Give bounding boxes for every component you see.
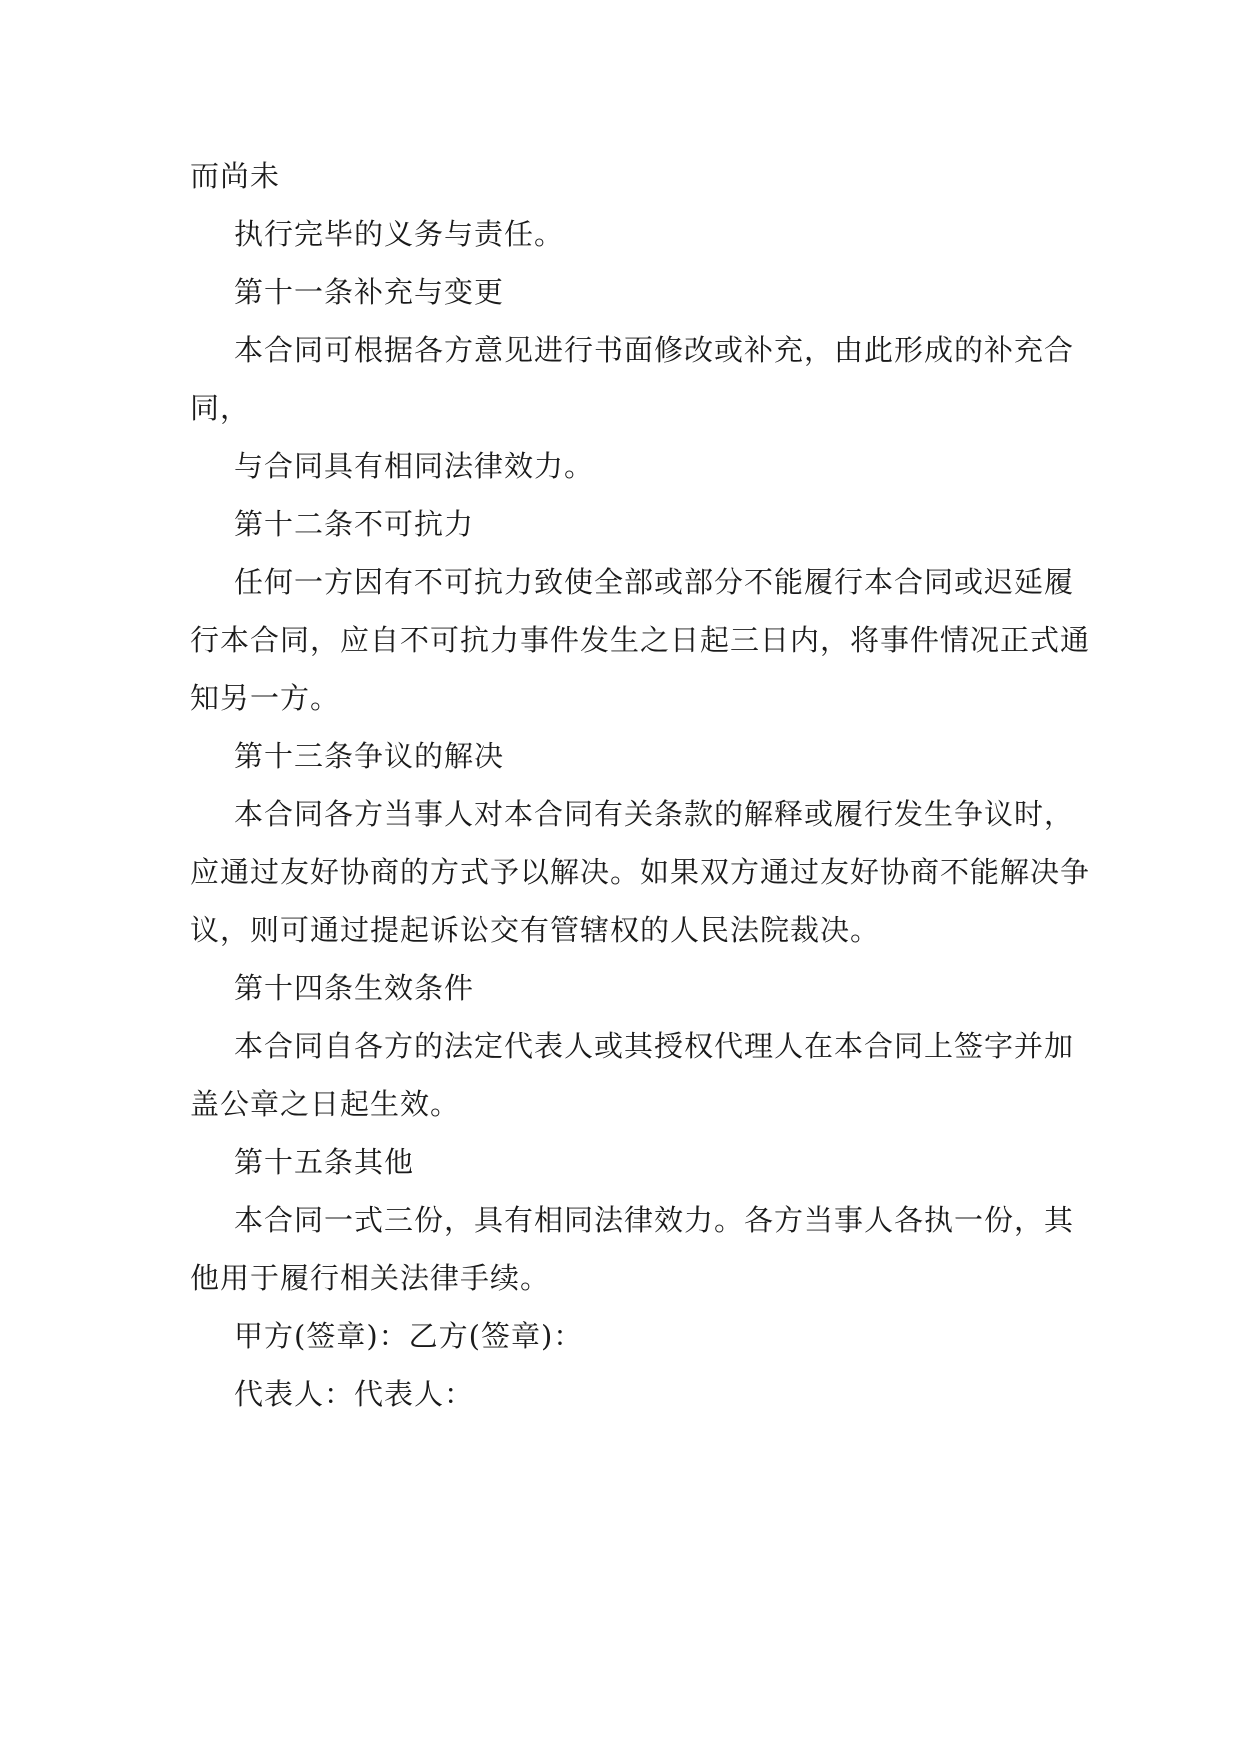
text-line: 盖公章之日起生效。 xyxy=(190,1087,461,1121)
text-line: 他用于履行相关法律手续。 xyxy=(190,1261,551,1295)
text-line: 与合同具有相同法律效力。 xyxy=(234,449,595,483)
text-line: 行本合同，应自不可抗力事件发生之日起三日内，将事件情况正式通 xyxy=(190,623,1091,657)
article-heading: 第十二条不可抗力 xyxy=(234,507,475,541)
text-line: 议，则可通过提起诉讼交有管辖权的人民法院裁决。 xyxy=(190,913,881,947)
article-heading: 第十一条补充与变更 xyxy=(234,275,505,309)
text-line: 而尚未 xyxy=(190,159,281,193)
text-line: 本合同自各方的法定代表人或其授权代理人在本合同上签字并加 xyxy=(234,1029,1075,1063)
article-heading: 第十四条生效条件 xyxy=(234,971,475,1005)
text-line: 同， xyxy=(190,391,251,425)
text-line: 本合同各方当事人对本合同有关条款的解释或履行发生争议时， xyxy=(234,797,1075,831)
text-line: 执行完毕的义务与责任。 xyxy=(234,217,565,251)
signature-line: 甲方(签章)：乙方(签章)： xyxy=(234,1319,584,1353)
text-line: 任何一方因有不可抗力致使全部或部分不能履行本合同或迟延履 xyxy=(234,565,1075,599)
text-line: 本合同可根据各方意见进行书面修改或补充，由此形成的补充合 xyxy=(234,333,1075,367)
text-line: 知另一方。 xyxy=(190,681,341,715)
text-line: 应通过友好协商的方式予以解决。如果双方通过友好协商不能解决争 xyxy=(190,855,1091,889)
article-heading: 第十五条其他 xyxy=(234,1145,415,1179)
representative-line: 代表人：代表人： xyxy=(234,1377,475,1411)
article-heading: 第十三条争议的解决 xyxy=(234,739,505,773)
text-line: 本合同一式三份，具有相同法律效力。各方当事人各执一份，其 xyxy=(234,1203,1075,1237)
